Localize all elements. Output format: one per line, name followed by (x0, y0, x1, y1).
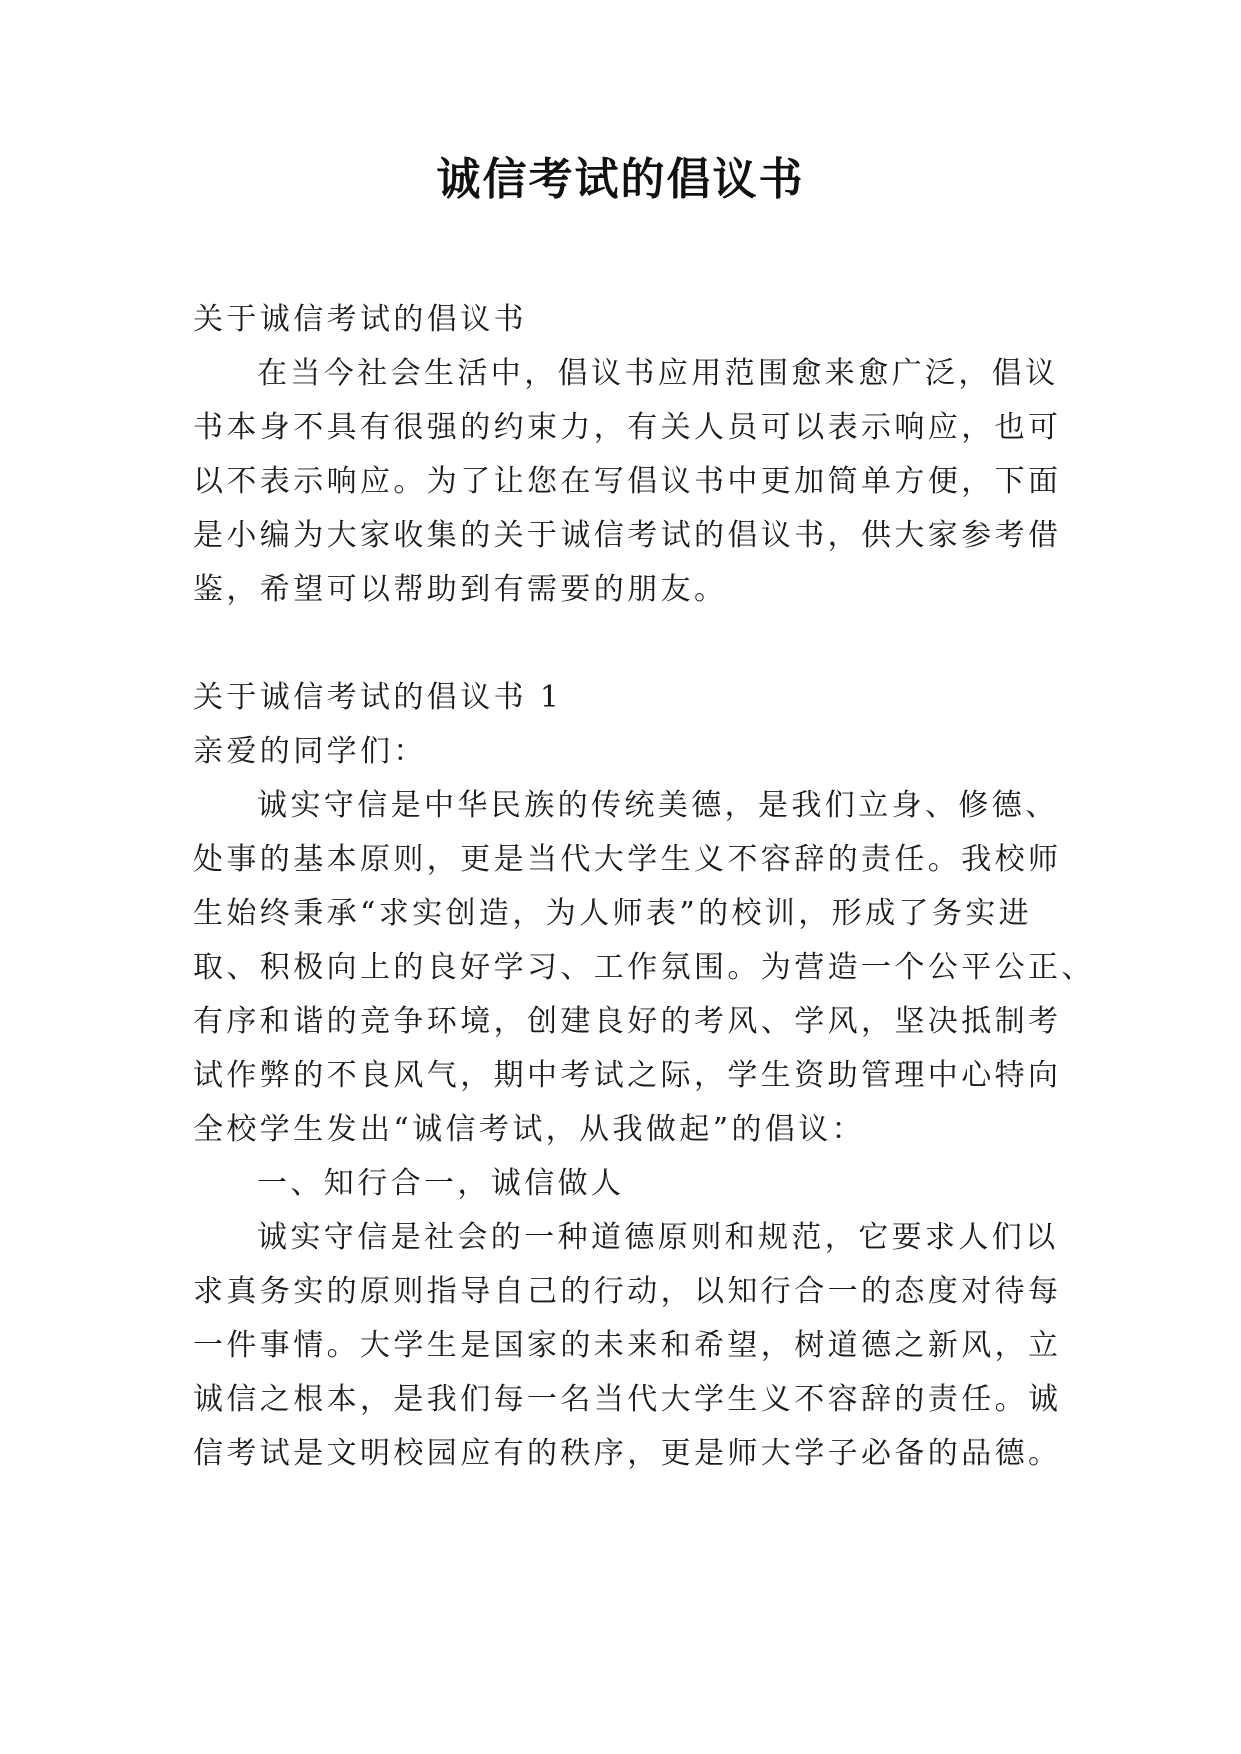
document-body (193, 293, 1095, 1481)
body-paragraph-line: 生始终秉承“求实创造，为人师表”的校训，形成了务实进 (193, 896, 1033, 931)
intro-paragraph-line: 鉴，希望可以帮助到有需要的朋友。 (193, 572, 728, 607)
intro-heading: 关于诚信考试的倡议书 (193, 302, 527, 337)
body-paragraph-line: 诚实守信是社会的一种道德原则和规范，它要求人们以 (257, 1220, 1059, 1255)
point-heading: 一、知行合一，诚信做人 (257, 1166, 625, 1201)
body-paragraph-line: 取、积极向上的良好学习、工作氛围。为营造一个公平公正、 (193, 950, 1095, 985)
intro-paragraph-line: 是小编为大家收集的关于诚信考试的倡议书，供大家参考借 (193, 518, 1062, 553)
salutation: 亲爱的同学们： (193, 734, 427, 769)
intro-paragraph-line: 书本身不具有很强的约束力，有关人员可以表示响应，也可 (193, 410, 1062, 445)
body-paragraph-line: 一件事情。大学生是国家的未来和希望，树道德之新风，立 (193, 1328, 1062, 1363)
intro-paragraph-line: 在当今社会生活中，倡议书应用范围愈来愈广泛，倡议 (257, 356, 1059, 391)
body-paragraph-line: 全校学生发出“诚信考试，从我做起”的倡议： (193, 1112, 866, 1147)
document-title: 诚信考试的倡议书 (436, 154, 805, 205)
body-paragraph-line: 诚实守信是中华民族的传统美德，是我们立身、修德、 (257, 788, 1059, 823)
body-paragraph-line: 信考试是文明校园应有的秩序，更是师大学子必备的品德。 (193, 1436, 1062, 1471)
body-paragraph-line: 有序和谐的竞争环境，创建良好的考风、学风，坚决抵制考 (193, 1004, 1062, 1039)
section-spacer (193, 617, 1055, 671)
section-heading: 关于诚信考试的倡议书 1 (193, 680, 563, 715)
intro-paragraph-line: 以不表示响应。为了让您在写倡议书中更加简单方便，下面 (193, 464, 1062, 499)
body-paragraph-line: 诚信之根本，是我们每一名当代大学生义不容辞的责任。诚 (193, 1382, 1062, 1417)
body-paragraph-line: 试作弊的不良风气，期中考试之际，学生资助管理中心特向 (193, 1058, 1062, 1093)
body-paragraph-line: 求真务实的原则指导自己的行动，以知行合一的态度对待每 (193, 1274, 1062, 1309)
body-paragraph-line: 处事的基本原则，更是当代大学生义不容辞的责任。我校师 (193, 842, 1062, 877)
